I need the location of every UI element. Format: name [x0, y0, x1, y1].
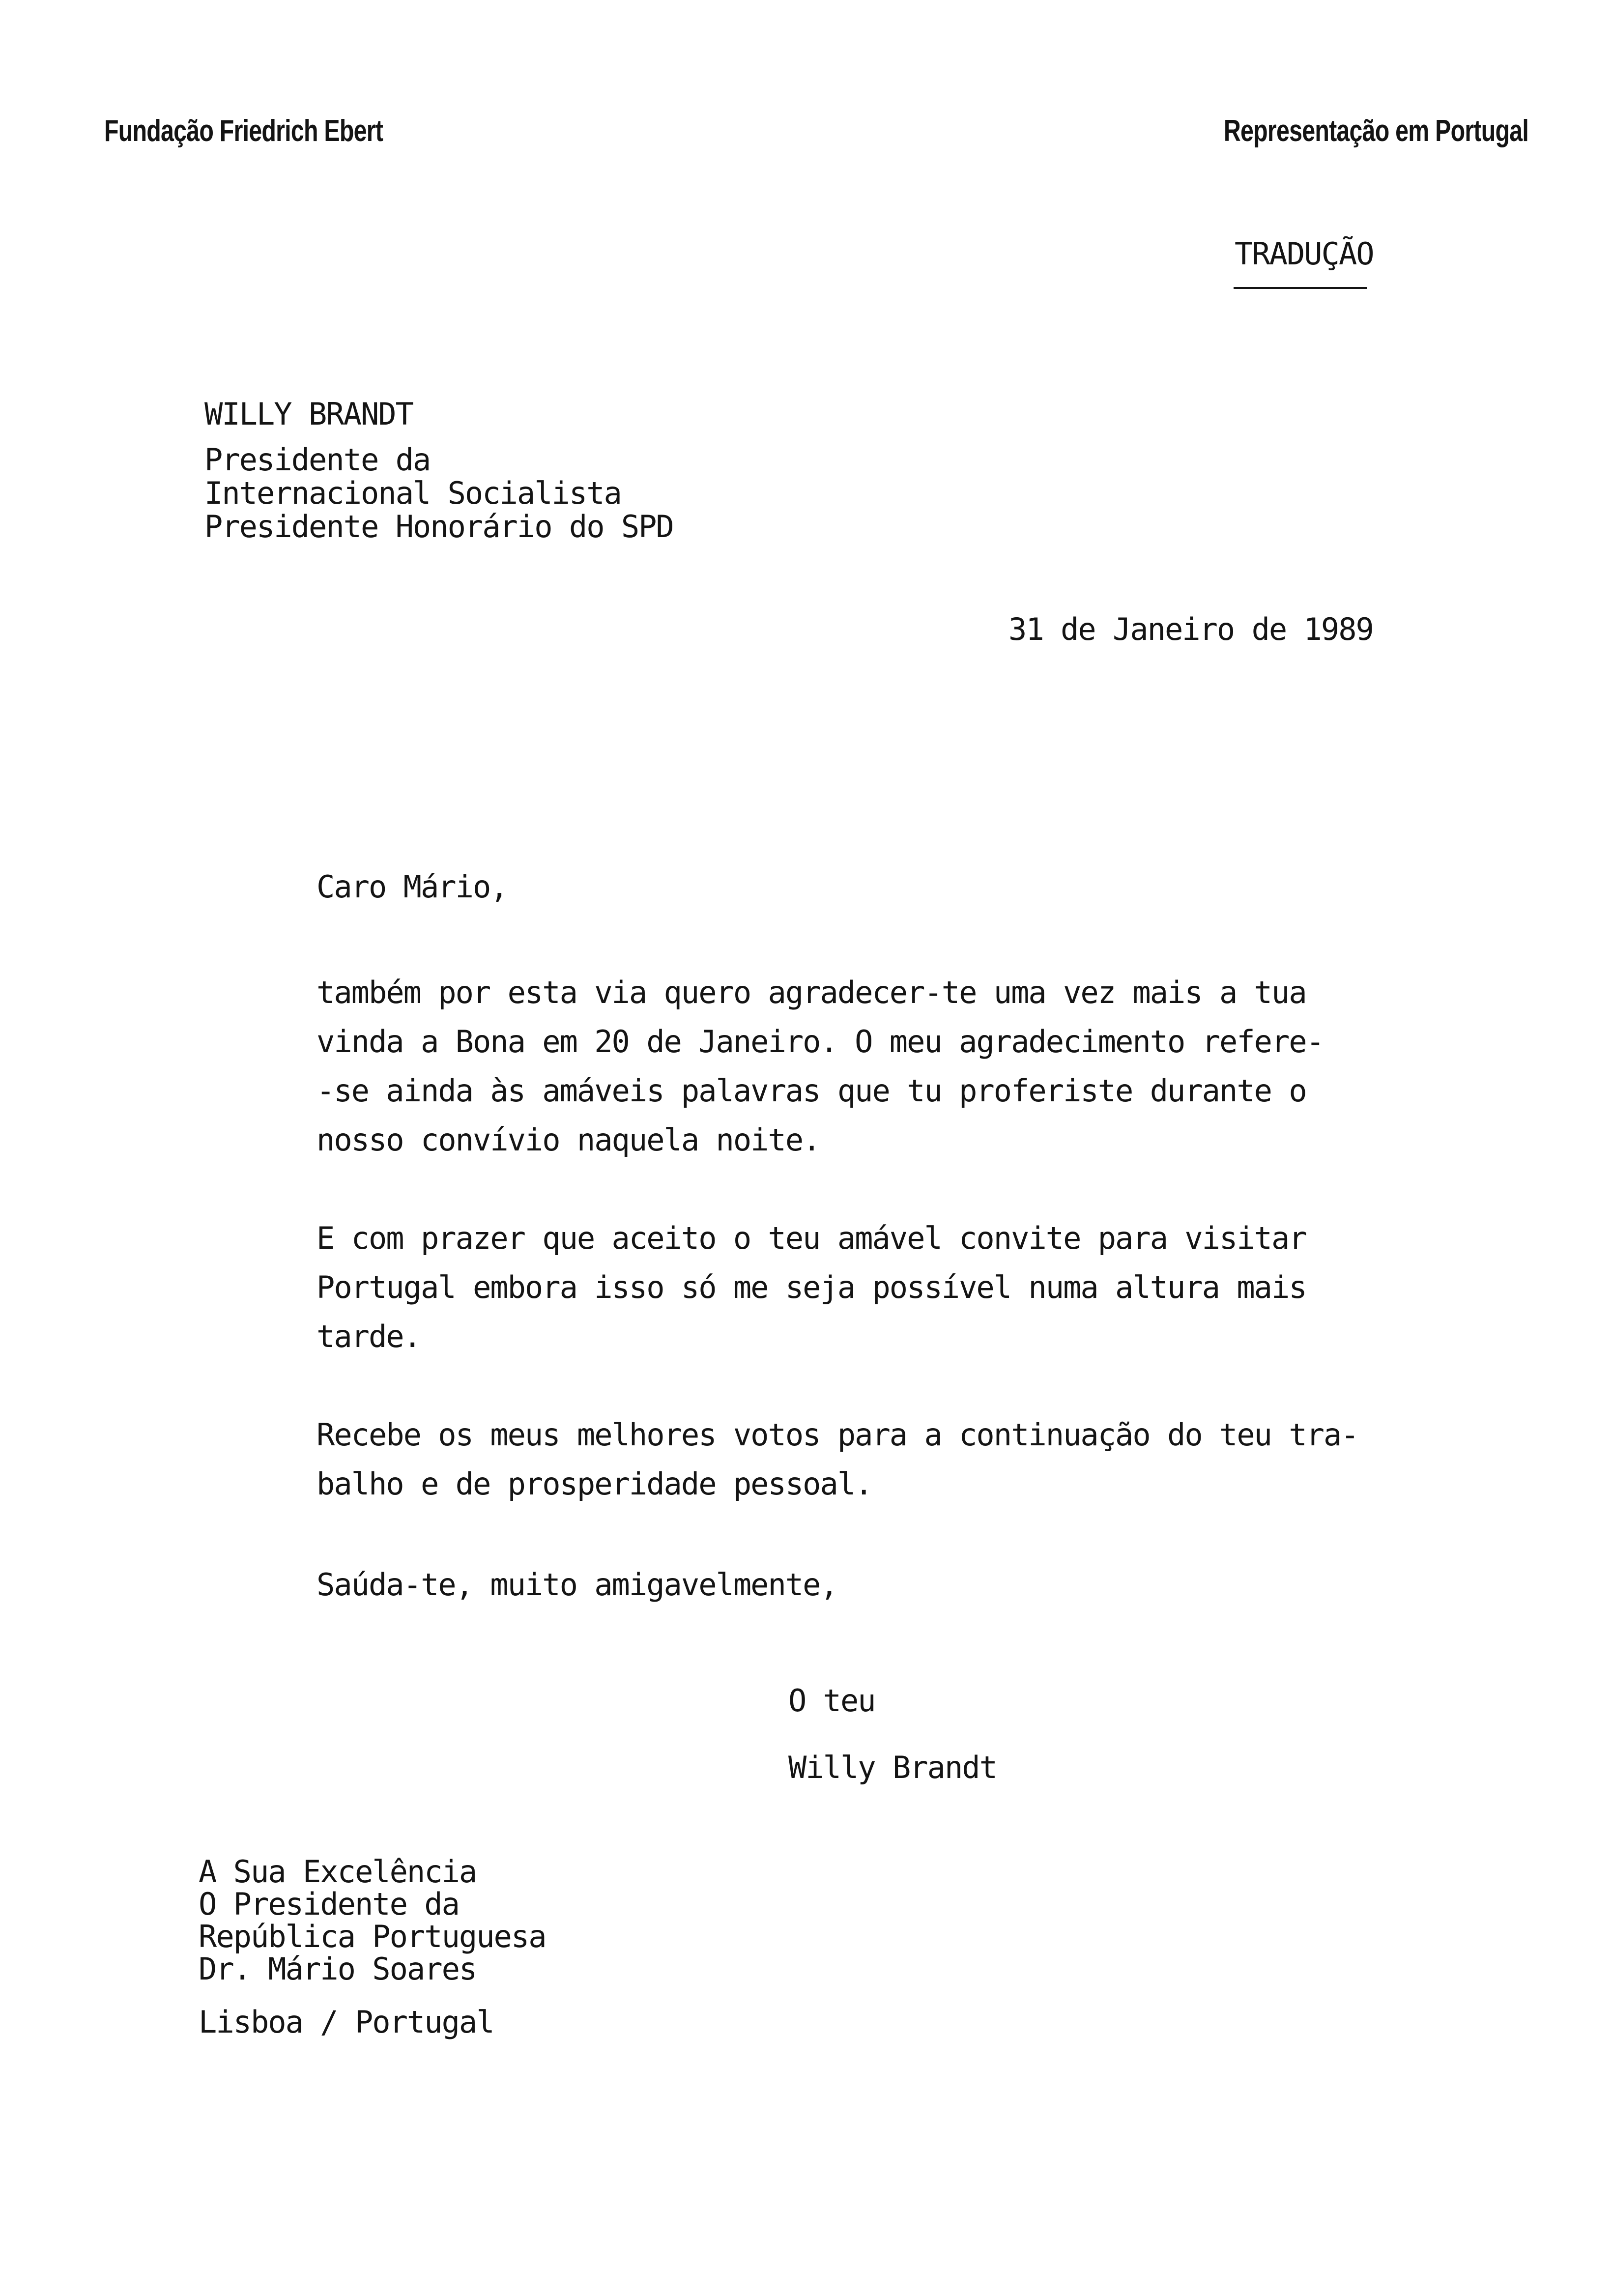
translation-underline — [1234, 287, 1367, 289]
translation-label: TRADUÇÃO — [1235, 236, 1374, 272]
recipient-line: República Portuguesa — [199, 1919, 546, 1954]
closing-line: Saúda-te, muito amigavelmente, — [317, 1567, 837, 1603]
body-line: Recebe os meus melhores votos para a continuação do teu tra- — [317, 1417, 1358, 1453]
body-line: -se ainda às amáveis palavras que tu proferiste durante o — [317, 1073, 1306, 1109]
body-line: tarde. — [317, 1319, 421, 1354]
body-line: nosso convívio naquela noite. — [317, 1122, 820, 1158]
letterhead-organization: Fundação Friedrich Ebert — [104, 114, 383, 148]
recipient-address — [199, 1856, 546, 1985]
recipient-line: A Sua Excelência — [199, 1854, 477, 1890]
body-paragraph-3 — [317, 1410, 1358, 1509]
letterhead-office: Representação em Portugal — [1223, 114, 1528, 148]
sender-name: WILLY BRANDT — [204, 396, 413, 432]
letter-date: 31 de Janeiro de 1989 — [1008, 611, 1373, 647]
signoff-line: O teu — [788, 1683, 875, 1719]
recipient-city: Lisboa / Portugal — [199, 2004, 494, 2040]
sender-titles — [204, 443, 673, 544]
recipient-line: Dr. Mário Soares — [199, 1951, 477, 1987]
sender-title-line: Presidente da — [204, 442, 431, 478]
body-line: balho e de prosperidade pessoal. — [317, 1466, 872, 1502]
sender-title-line: Internacional Socialista — [204, 475, 621, 511]
body-line: vinda a Bona em 20 de Janeiro. O meu agradecimento refere- — [317, 1024, 1324, 1060]
recipient-line: O Presidente da — [199, 1886, 459, 1922]
body-paragraph-2 — [317, 1214, 1306, 1361]
body-line: E com prazer que aceito o teu amável convite para visitar — [317, 1220, 1306, 1256]
salutation: Caro Mário, — [317, 869, 508, 905]
sender-title-line: Presidente Honorário do SPD — [204, 509, 673, 545]
body-line: também por esta via quero agradecer-te uma vez mais a tua — [317, 975, 1306, 1010]
body-line: Portugal embora isso só me seja possível numa altura mais — [317, 1269, 1306, 1305]
body-paragraph-1 — [317, 968, 1324, 1165]
signature-name: Willy Brandt — [788, 1750, 997, 1785]
